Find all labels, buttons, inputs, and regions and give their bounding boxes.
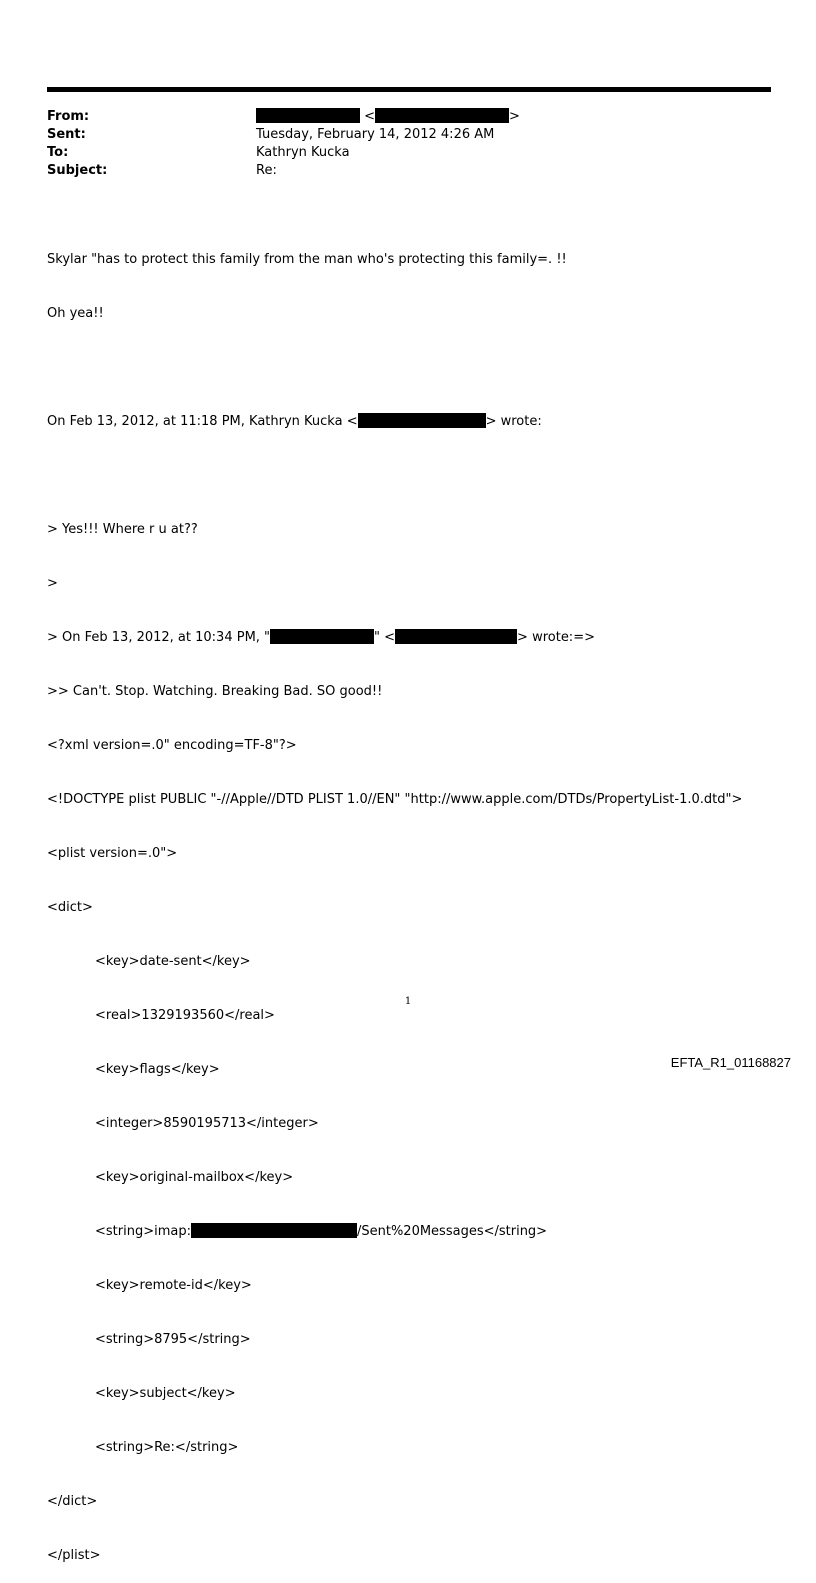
plist-line-imap: <string>imap: /Sent%20Messages</string> (95, 1224, 548, 1239)
body-line: <?xml version=.0" encoding=TF-8"?> (47, 738, 297, 753)
plist-line: <string>Re:</string> (95, 1440, 239, 1455)
redaction-block (395, 629, 517, 644)
plist-line: <real>1329193560</real> (95, 1008, 275, 1023)
page-number: 1 (404, 996, 412, 1007)
from-value: < > (256, 108, 520, 126)
body-line: Oh yea!! (47, 306, 104, 321)
quote-header: On Feb 13, 2012, at 11:18 PM, Kathryn Kucka < > wrote: (47, 414, 542, 429)
email-body (47, 215, 742, 1583)
plist-line: <key>remote-id</key> (95, 1278, 252, 1293)
quote-header: > On Feb 13, 2012, at 10:34 PM, " " < > wrote:=> (47, 630, 595, 645)
body-line: > Yes!!! Where r u at?? (47, 522, 198, 537)
plist-line: <key>flags</key> (95, 1062, 220, 1077)
plist-line: <string>8795</string> (95, 1332, 251, 1347)
email-header (47, 108, 771, 180)
plist-line: <key>original-mailbox</key> (95, 1170, 294, 1185)
redaction-block (256, 108, 360, 123)
body-line: </plist> (47, 1548, 101, 1563)
bates-number: EFTA_R1_01168827 (670, 1055, 791, 1070)
body-line: </dict> (47, 1494, 98, 1509)
to-label: To: (47, 145, 69, 160)
header-rule (47, 87, 771, 92)
redaction-block (191, 1223, 357, 1238)
plist-line: <integer>8590195713</integer> (95, 1116, 319, 1131)
subject-value: Re: (256, 163, 277, 178)
redaction-block (375, 108, 509, 123)
sent-label: Sent: (47, 127, 86, 142)
body-line: >> Can't. Stop. Watching. Breaking Bad. SO good!! (47, 684, 383, 699)
plist-line: <key>date-sent</key> (95, 954, 251, 969)
subject-label: Subject: (47, 163, 108, 178)
redaction-block (358, 413, 486, 428)
body-line: <dict> (47, 900, 93, 915)
from-label: From: (47, 109, 90, 124)
body-line: <plist version=.0"> (47, 846, 178, 861)
body-line: Skylar "has to protect this family from the man who's protecting this family=. !! (47, 252, 567, 267)
body-line: > (47, 576, 58, 591)
sent-value: Tuesday, February 14, 2012 4:26 AM (256, 127, 495, 142)
body-line: <!DOCTYPE plist PUBLIC "-//Apple//DTD PLIST 1.0//EN" "http://www.apple.com/DTDs/PropertyList-1.0.dtd"> (47, 792, 743, 807)
plist-line: <key>subject</key> (95, 1386, 236, 1401)
redaction-block (270, 629, 374, 644)
to-value: Kathryn Kucka (256, 145, 350, 160)
